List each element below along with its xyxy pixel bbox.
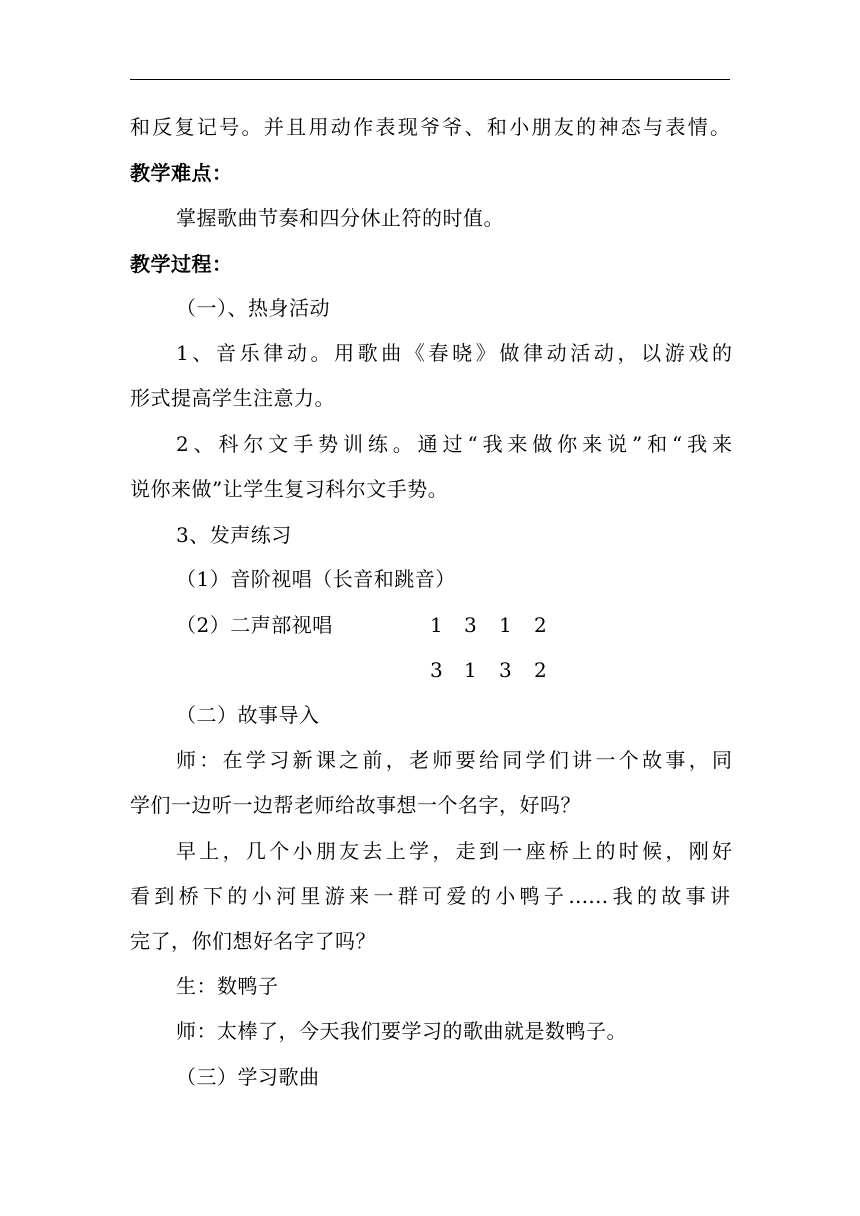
note-row1-2: 3 xyxy=(464,613,477,637)
intro-line: 和反复记号。并且用动作表现爷爷、和小朋友的神态与表情。 xyxy=(130,115,730,139)
item1-line2: 形式提高学生注意力。 xyxy=(130,386,335,410)
item1-line1: 1、音乐律动。用歌曲《春晓》做律动活动，以游戏的 xyxy=(176,341,732,365)
sub1: （1）音阶视唱（长音和跳音） xyxy=(176,567,456,591)
story-line3: 完了，你们想好名字了吗？ xyxy=(130,929,376,953)
student-line: 生：数鸭子 xyxy=(176,974,279,998)
teacher1-line2: 学们一边听一边帮老师给故事想一个名字，好吗？ xyxy=(130,793,581,817)
note-row2-1: 3 xyxy=(430,658,443,682)
note-row1-3: 1 xyxy=(499,613,512,637)
header-rule xyxy=(130,79,730,80)
note-row2-3: 3 xyxy=(499,658,512,682)
item2-line2: 说你来做”让学生复习科尔文手势。 xyxy=(130,477,449,501)
section3-title: （三）学习歌曲 xyxy=(176,1065,320,1089)
note-row1-1: 1 xyxy=(430,613,443,637)
teacher2-line: 师：太棒了，今天我们要学习的歌曲就是数鸭子。 xyxy=(176,1019,627,1043)
section1-title: （一）、热身活动 xyxy=(176,296,330,320)
section2-title: （二）故事导入 xyxy=(176,703,320,727)
item3: 3、发声练习 xyxy=(176,523,292,547)
story-line1: 早上，几个小朋友去上学，走到一座桥上的时候，刚好 xyxy=(176,839,732,863)
sub2: （2）二声部视唱 xyxy=(176,613,333,637)
note-row2-2: 1 xyxy=(464,658,477,682)
note-row2-4: 2 xyxy=(534,658,547,682)
story-line2: 看到桥下的小河里游来一群可爱的小鸭子……我的故事讲 xyxy=(130,884,730,908)
teacher1-line1: 师：在学习新课之前，老师要给同学们讲一个故事，同 xyxy=(176,748,732,772)
difficulty-text: 掌握歌曲节奏和四分休止符的时值。 xyxy=(176,206,504,230)
process-heading: 教学过程： xyxy=(130,252,233,276)
note-row1-4: 2 xyxy=(534,613,547,637)
difficulty-heading: 教学难点： xyxy=(130,161,233,185)
item2-line1: 2、科尔文手势训练。通过“我来做你来说”和“我来 xyxy=(176,432,732,456)
